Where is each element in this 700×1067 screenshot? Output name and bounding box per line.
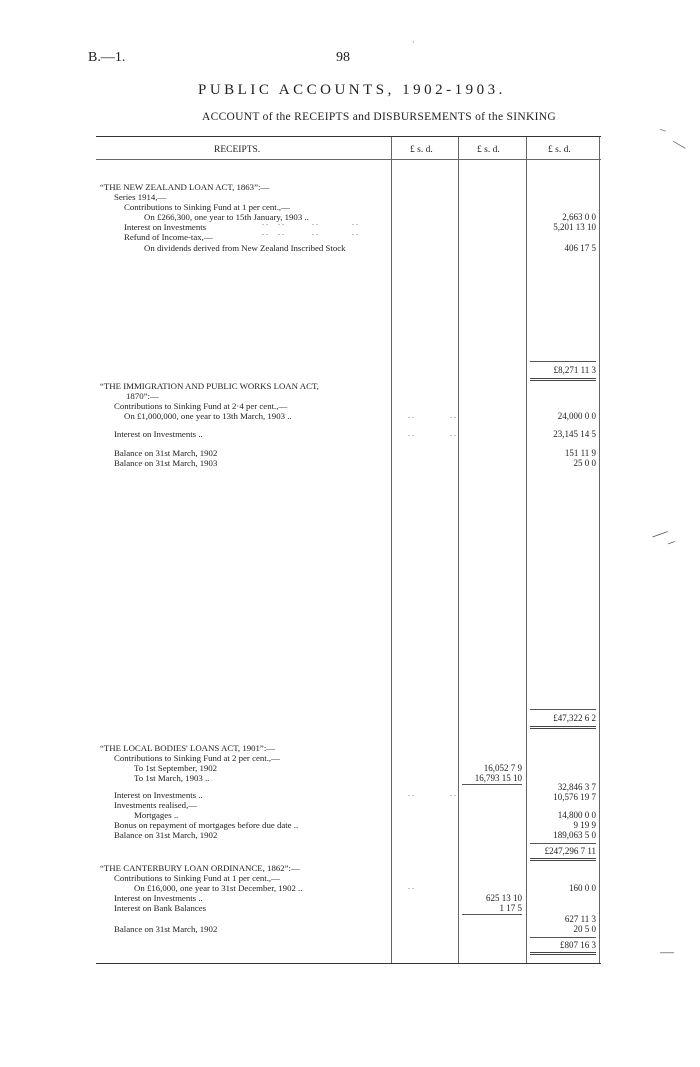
leader-dots: . . . . bbox=[408, 429, 456, 438]
amount-column-header-2: £ s. d. bbox=[477, 145, 500, 155]
section-total: £247,296 7 11 bbox=[544, 846, 596, 856]
amount: 24,000 0 0 bbox=[557, 411, 596, 421]
line-item: Interest on Investments .. bbox=[114, 893, 203, 903]
amount: 160 0 0 bbox=[569, 883, 596, 893]
line-item: On £1,000,000, one year to 13th March, 1903 .. bbox=[124, 411, 292, 421]
subtotal-rule bbox=[462, 914, 522, 915]
line-item: Bonus on repayment of mortgages before due date .. bbox=[114, 820, 299, 830]
leader-dots: . . bbox=[408, 882, 414, 891]
section-heading: “THE LOCAL BODIES' LOANS ACT, 1901”:— bbox=[100, 743, 276, 753]
scan-mark: — bbox=[649, 522, 671, 545]
column-divider bbox=[391, 137, 392, 963]
section-heading: “THE IMMIGRATION AND PUBLIC WORKS LOAN ACT, bbox=[100, 381, 319, 391]
line-item: Interest on Investments .. bbox=[114, 429, 203, 439]
line-item: Contributions to Sinking Fund at 1 per cent.,— bbox=[124, 202, 290, 212]
amount-column-header-1: £ s. d. bbox=[410, 145, 433, 155]
amount: 625 13 10 bbox=[486, 893, 522, 903]
section-total: £8,271 11 3 bbox=[553, 365, 596, 375]
total-rule bbox=[530, 726, 596, 729]
line-item: To 1st March, 1903 .. bbox=[134, 773, 210, 783]
amount: 16,793 15 10 bbox=[474, 773, 522, 783]
amount: 1 17 5 bbox=[499, 903, 522, 913]
page-title: PUBLIC ACCOUNTS, 1902-1903. bbox=[198, 82, 506, 98]
scan-mark: · bbox=[412, 38, 415, 47]
header-rule bbox=[96, 159, 601, 160]
amount: 10,576 19 7 bbox=[553, 792, 596, 802]
section-heading: “THE CANTERBURY LOAN ORDINANCE, 1862”:— bbox=[100, 863, 300, 873]
line-item: To 1st September, 1902 bbox=[134, 763, 218, 773]
amount: 25 0 0 bbox=[573, 458, 596, 468]
line-item: On £16,000, one year to 31st December, 1902 .. bbox=[134, 883, 303, 893]
scan-mark: – bbox=[657, 121, 669, 137]
subtotal-rule bbox=[530, 937, 596, 938]
column-divider bbox=[458, 137, 459, 963]
amount-column-header-3: £ s. d. bbox=[548, 145, 571, 155]
receipts-column-header: RECEIPTS. bbox=[214, 145, 261, 155]
amount: 9 19 9 bbox=[573, 820, 596, 830]
line-item: Interest on Investments .. bbox=[114, 790, 203, 800]
amount: 5,201 13 10 bbox=[553, 222, 596, 232]
subtotal-rule bbox=[530, 843, 596, 844]
leader-dots: . . . . . . . . bbox=[262, 228, 358, 237]
scan-mark: – bbox=[665, 534, 678, 551]
subtotal-rule bbox=[530, 709, 596, 710]
amount: 406 17 5 bbox=[564, 243, 596, 253]
leader-dots: . . . . . . . . bbox=[262, 218, 358, 227]
leader-dots: . . . . bbox=[408, 789, 456, 798]
amount: 20 5 0 bbox=[573, 924, 596, 934]
total-rule bbox=[530, 952, 596, 955]
line-item: Mortgages .. bbox=[134, 810, 179, 820]
section-heading: “THE NEW ZEALAND LOAN ACT, 1863”:— bbox=[100, 182, 270, 192]
amount: 627 11 3 bbox=[564, 914, 596, 924]
amount: 2,663 0 0 bbox=[562, 212, 596, 222]
line-item: Contributions to Sinking Fund at 2·4 per cent.,— bbox=[114, 401, 288, 411]
line-item: On dividends derived from New Zealand Inscribed Stock bbox=[144, 243, 346, 253]
amount: 23,145 14 5 bbox=[553, 429, 596, 439]
amount: 189,063 5 0 bbox=[553, 830, 596, 840]
amount: 16,052 7 9 bbox=[483, 763, 522, 773]
line-item: Series 1914,— bbox=[114, 192, 167, 202]
column-divider bbox=[599, 137, 600, 963]
line-item: Balance on 31st March, 1902 bbox=[114, 830, 218, 840]
line-item: Interest on Bank Balances bbox=[114, 903, 207, 913]
line-item: Balance on 31st March, 1902 bbox=[114, 448, 218, 458]
scan-mark: — bbox=[660, 945, 674, 960]
line-item: Balance on 31st March, 1902 bbox=[114, 924, 218, 934]
scan-mark: — bbox=[669, 134, 690, 155]
subtotal-rule bbox=[462, 784, 522, 785]
line-item: Interest on Investments bbox=[124, 222, 207, 232]
report-reference: B.—1. bbox=[88, 50, 126, 65]
receipts-table bbox=[96, 136, 601, 964]
subtotal-rule bbox=[530, 361, 596, 362]
section-heading: 1870”:— bbox=[126, 391, 159, 401]
line-item: On £266,300, one year to 15th January, 1903 .. bbox=[144, 212, 309, 222]
line-item: Contributions to Sinking Fund at 2 per cent.,— bbox=[114, 753, 280, 763]
account-subtitle: ACCOUNT of the RECEIPTS and DISBURSEMENTS of the SINKING bbox=[202, 111, 556, 123]
line-item: Balance on 31st March, 1903 bbox=[114, 458, 218, 468]
total-rule bbox=[530, 378, 596, 381]
amount: 14,800 0 0 bbox=[557, 810, 596, 820]
total-rule bbox=[530, 858, 596, 861]
section-total: £47,322 6 2 bbox=[553, 713, 596, 723]
leader-dots: . . . . bbox=[408, 411, 456, 420]
line-item: Investments realised,— bbox=[114, 800, 198, 810]
page-number: 98 bbox=[336, 50, 350, 65]
line-item: Contributions to Sinking Fund at 1 per cent.,— bbox=[114, 873, 280, 883]
amount: 32,846 3 7 bbox=[557, 782, 596, 792]
line-item: Refund of Income-tax,— bbox=[124, 232, 213, 242]
amount: 151 11 9 bbox=[564, 448, 596, 458]
section-total: £807 16 3 bbox=[560, 940, 596, 950]
